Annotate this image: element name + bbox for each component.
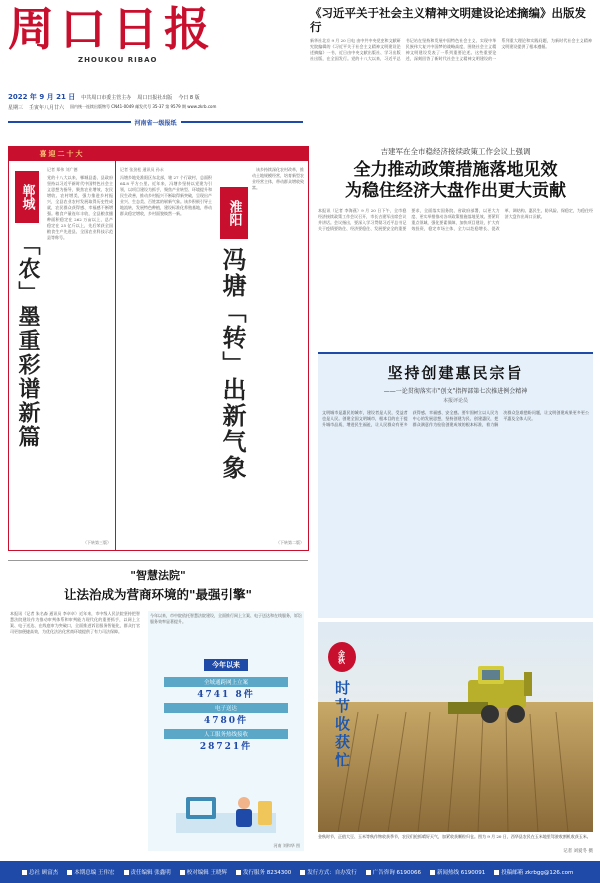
- article-kicker: 吉建军在全市稳经济接续政策工作会议上强调: [380, 147, 531, 156]
- footer-item: 总社 顾富杰: [29, 870, 59, 876]
- stat-label: 全域通跨网上立案: [164, 677, 288, 687]
- stats-panel: [148, 611, 304, 851]
- page-footer: [0, 861, 600, 883]
- footer-item: 校对编辑 王晓辉: [186, 870, 227, 876]
- footer-item: 发行方式：自办发行: [307, 870, 357, 876]
- stat-label: 人工服务热线接收: [164, 729, 288, 739]
- feature-title: 时节收获忙: [333, 680, 351, 770]
- feature-byline: 记者 郑伟 刘广德: [47, 167, 78, 172]
- photo-byline: 记者 刘爱冬 摄: [563, 849, 593, 854]
- stats-list: [164, 677, 288, 752]
- logo-pinyin: ZHOUKOU RIBAO: [78, 56, 158, 64]
- feature-headline: 冯塘「转」出新气象: [218, 247, 247, 481]
- top-news-body: 新华社北京 9 月 20 日电 由中共中央党史和文献研究院编辑的《习近平关于社会主义精神文明建设论述摘编》一书，近日由中央文献出版社、学习出版社出版，在全国发行。党的十八大以来，习近平总书记站在坚持和发展中国特色社会主义、实现中华民族伟大复兴中国梦的战略高度，围绕社会主义精神文明建设发表了一系列重要论述。这些重要论述，深刻回答了新时代社会主义精神文明建设的一系列重大理论和实践问题，为新时代社会主义精神文明建设提供了根本遵循。: [310, 38, 592, 61]
- feature-tag-text: 金秋: [337, 650, 347, 664]
- huaiyang-feature: [116, 146, 309, 551]
- article-headline-1: "智慧法院": [130, 569, 186, 582]
- editorial-box: [318, 352, 593, 618]
- photo-caption: 金秋时节，正值大豆、玉米等秋作物收获季节，农民们抢抓晴好天气，加紧收获颗粒归仓。图为 9 月 20 日，西华县农民在玉米地里驾驶收割机收获玉米。: [318, 834, 591, 839]
- editorial-source: 本报评论员: [442, 398, 468, 404]
- court-illustration: [166, 783, 286, 839]
- footer-item: 投稿邮箱 zkrbgg@126.com: [501, 870, 574, 876]
- feature-body: 冯塘乡地处淮阳区东北部，辖 27 个行政村，总面积 64.8 平方公里。近年来，冯塘乡坚持以党建为引领，以项目建设为抓手，聚焦产业转型、环境提升和民生改善，推动乡村振兴不断取得新突破，呈现出产业兴、生态美、百姓富的崭新气象。该乡积极引导土地流转，发展特色种植，建设标准化养殖基地，带动群众稳定增收，乡村面貌焕然一新。: [120, 175, 212, 216]
- stats-intro-text: 今年以来，市中院依托智慧法院建设，全面推行网上立案、电子送达和在线服务，诉讼服务效率显著提升。: [150, 613, 302, 624]
- stat-label: 电子送达: [164, 703, 288, 713]
- footer-item: 新闻热线 6190091: [437, 870, 486, 876]
- feature-tag: [328, 642, 356, 672]
- footer-item: 责任编辑 张鑫明: [130, 870, 171, 876]
- footer-item: 广告咨询 6190066: [372, 870, 422, 876]
- article-headline-2: 让法治成为营商环境的"最强引擎": [63, 587, 253, 602]
- editorial-subhead: ——一论贯彻落实市"创文"指挥部第七次推进例会精神: [383, 388, 528, 395]
- stat-value: 4780件: [203, 716, 249, 726]
- weekday-text: 星期三: [8, 105, 24, 111]
- top-news-headline: 《习近平关于社会主义精神文明建设论述摘编》出版发行: [310, 6, 586, 34]
- feature-body: 党的十八大以来，郸城县委、县政府坚持以习近平新时代中国特色社会主义思想为指导，聚焦农业增效、农民增收、农村增美，强力推进乡村振兴，全县农业农村发展取得历史性成就，农民群众获得感、幸福感不断增强。粮食产量连年丰收，全县粮食播种面积稳定在 262 万亩以上，总产稳定在 25 亿斤以上，先后荣获全国粮食生产先进县、全国农业科技示范县等称号。: [47, 175, 113, 240]
- stat-value: 28721件: [199, 742, 253, 752]
- issue-count: 今日 8 版: [178, 95, 200, 101]
- section-banner: [9, 147, 115, 161]
- smart-court-article: [8, 560, 308, 858]
- feature-body-continued: 该乡持续深化农村改革，推动土地规模经营，培育新型农业经营主体，带动群众增收致富。: [252, 167, 304, 190]
- banner-text: 喜迎二十大: [39, 149, 85, 158]
- lunar-date: 壬寅年八月廿六: [29, 105, 65, 111]
- harvest-photo: [318, 622, 593, 832]
- center-article: [318, 146, 593, 346]
- newspaper-logo: 周口日报: [8, 2, 216, 56]
- continued-note: （下转第三版）: [83, 540, 111, 545]
- stats-title: 今年以来: [204, 659, 248, 671]
- publisher-text: 周口日报社出版: [137, 95, 173, 101]
- masthead-info: [8, 92, 303, 116]
- issue-date: 2022 年 9 月 21 日: [8, 93, 76, 101]
- masthead-rule: [8, 118, 303, 126]
- footer-item: 发行服务 8234300: [243, 870, 292, 876]
- feature-byline: 记者 张劲松 通讯员 孙永: [120, 167, 164, 172]
- editorial-body: 文明城市是惠民的城市，建设者是人民，受益者也是人民。创建全国文明城市，根本目的在于提升城市品质，增进民生福祉，让人民群众有更多获得感、幸福感、安全感。要牢固树立以人民为中心的发展思想，坚持创建为民、创建惠民，把群众满意作为检验创建成效的根本标准，着力解决群众急难愁盼问题，让文明创建成果更多更公平惠及全体人民。: [322, 410, 589, 427]
- article-headline-2: 为稳住经济大盘作出更大贡献: [345, 181, 566, 201]
- county-name: 郸城: [19, 184, 35, 210]
- newspaper-rank: 河南省一级报纸: [134, 119, 177, 127]
- article-body: 本报讯（记者 李海燕）9 月 20 日下午，全市稳经济接续政策工作会议召开，市长吉建军出席会议并讲话。会议指出，要深入学习贯彻习近平总书记关于疫情要防住、经济要稳住、发展要安全的重要要求，全面落实国务院、省政府部署，以更大力度、更实举措推动各项政策措施落地见效。要紧盯重点领域，强化要素保障，加快项目建设，扩大有效投资，稳定市场主体，全力以赴稳增长、促改革、调结构、惠民生、防风险、保稳定，为稳住经济大盘作出周口贡献。: [318, 208, 593, 231]
- harvest-photo-feature: [318, 622, 593, 858]
- stat-value: 4741 8件: [197, 690, 255, 700]
- dancheng-feature: [8, 146, 116, 551]
- continued-note: （下转第二版）: [276, 540, 304, 545]
- top-news-article: [310, 6, 592, 126]
- masthead: [8, 4, 308, 90]
- feature-headline: 「农」墨重彩谱新篇: [15, 233, 41, 449]
- footer-item: 本期总编 王伟宏: [74, 870, 115, 876]
- sponsor-text: 中共周口市委主管主办: [81, 95, 132, 101]
- article-body: 本报讯（记者 朱名森 通讯员 李卓卓）近年来，市中级人民法院坚持把智慧法院建设作为推动审判体系和审判能力现代化的重要抓手，以网上立案、电子送达、在线庭审为突破口，全面推进诉讼服务智能化，群众打官司更加便捷高效，为优化法治化营商环境提供了有力司法保障。: [10, 611, 140, 634]
- editorial-headline: 坚持创建惠民宗旨: [387, 364, 524, 382]
- county-tag: [220, 187, 248, 239]
- article-headline-1: 全力推动政策措施落地见效: [353, 160, 558, 180]
- county-name: 淮阳: [226, 200, 242, 226]
- illustration-credit: 河南 刘和华 图: [273, 843, 300, 848]
- publication-codes: 国内统一连续出版物号 CN41-0049 邮发代号 35-37 第 9579 期 www.zkrb.com: [70, 104, 217, 109]
- county-tag: [15, 171, 39, 223]
